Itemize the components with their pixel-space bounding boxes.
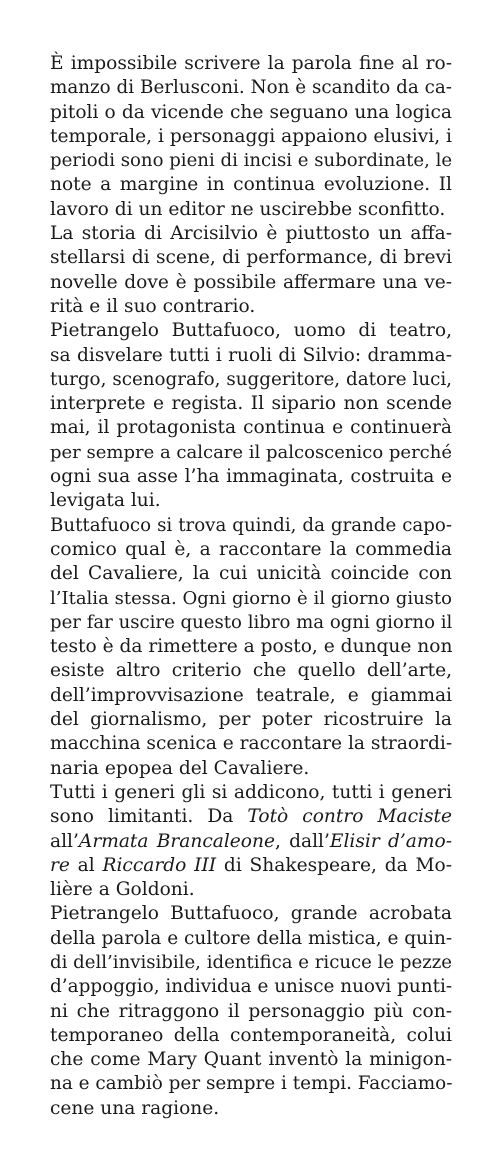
- italic-title: re: [50, 854, 70, 876]
- text-segment: temporaneo della contemporaneità, colui: [50, 1024, 452, 1046]
- text-segment: del giornalismo, per poter ricostruire la: [50, 709, 452, 731]
- text-line: [50, 878, 452, 902]
- text-segment: lière a Goldoni.: [50, 879, 195, 901]
- text-line: [50, 732, 452, 756]
- text-line: [50, 246, 452, 270]
- text-line: [50, 271, 452, 295]
- italic-title: Totò contro Maciste: [247, 806, 453, 828]
- text-line: [50, 854, 452, 878]
- text-line: [50, 489, 452, 513]
- text-segment: La storia di Arcisilvio è piuttosto un affa-: [50, 223, 452, 245]
- text-segment: novelle dove è possibile affermare una ve-: [50, 271, 452, 293]
- text-line: [50, 319, 452, 343]
- text-segment: del Cavaliere, la cui unicità coincide con: [50, 563, 452, 585]
- text-segment: turgo, scenografo, suggeritore, datore luci,: [50, 368, 452, 390]
- text-segment: manzo di Berlusconi. Non è scandito da ca-: [50, 77, 452, 99]
- text-segment: sono limitanti. Da: [50, 806, 248, 828]
- text-segment: Pietrangelo Buttafuoco, grande acrobata: [50, 903, 452, 925]
- italic-title: Elisir d’amo-: [329, 830, 452, 852]
- text-line: [50, 1024, 452, 1048]
- text-line: [50, 441, 452, 465]
- text-line: [50, 295, 452, 319]
- paragraph: [50, 222, 452, 319]
- text-segment: interprete e regista. Il sipario non scende: [50, 393, 452, 415]
- text-line: [50, 416, 452, 440]
- text-line: [50, 1048, 452, 1072]
- text-line: [50, 635, 452, 659]
- text-line: [50, 562, 452, 586]
- text-line: [50, 902, 452, 926]
- text-segment: naria epopea del Cavaliere.: [50, 757, 310, 779]
- text-line: [50, 76, 452, 100]
- paragraph: [50, 514, 452, 781]
- text-segment: per sempre a calcare il palcoscenico perché: [50, 441, 453, 463]
- text-segment: macchina scenica e raccontare la straordi-: [50, 733, 453, 755]
- text-line: [50, 1072, 452, 1096]
- text-line: [50, 392, 452, 416]
- text-line: [50, 611, 452, 635]
- text-segment: periodi sono pieni di incisi e subordinate, le: [50, 150, 453, 172]
- text-segment: di dell’invisibile, identifica e ricuce le pezze: [50, 951, 452, 973]
- text-line: [50, 587, 452, 611]
- text-line: [50, 1000, 452, 1024]
- text-segment: dell’improvvisazione teatrale, e giammai: [50, 684, 452, 706]
- text-line: [50, 781, 452, 805]
- text-line: [50, 149, 452, 173]
- text-segment: al: [69, 854, 103, 876]
- text-segment: comico qual è, a raccontare la commedia: [50, 538, 452, 560]
- text-line: [50, 125, 452, 149]
- text-line: [50, 538, 452, 562]
- text-segment: che come Mary Quant inventò la minigon-: [50, 1049, 452, 1071]
- text-segment: testo è da rimettere a posto, e dunque non: [50, 636, 453, 658]
- italic-title: Riccardo III: [102, 854, 217, 876]
- text-line: [50, 173, 452, 197]
- text-line: [50, 222, 452, 246]
- text-segment: , dall’: [274, 830, 330, 852]
- text-segment: È impossibile scrivere la parola fine al ro-: [50, 53, 452, 74]
- paragraph: [50, 319, 452, 513]
- text-segment: pitoli o da vicende che seguano una logica: [50, 101, 452, 123]
- text-segment: all’: [50, 830, 79, 852]
- text-line: [50, 830, 452, 854]
- text-line: [50, 708, 452, 732]
- text-segment: della parola e cultore della mistica, e quin-: [50, 927, 453, 949]
- text-segment: na e cambiò per sempre i tempi. Facciamo-: [50, 1073, 453, 1095]
- text-segment: Tutti i generi gli si addicono, tutti i generi: [50, 781, 452, 803]
- text-segment: lavoro di un editor ne uscirebbe sconfitto.: [50, 198, 446, 220]
- text-line: [50, 805, 452, 829]
- text-line: [50, 368, 452, 392]
- text-segment: l’Italia stessa. Ogni giorno è il giorno giusto: [50, 587, 452, 609]
- text-line: [50, 101, 452, 125]
- text-segment: ogni sua asse l’ha immaginata, costruita e: [50, 466, 452, 488]
- text-segment: per far uscire questo libro ma ogni giorno il: [50, 611, 453, 633]
- text-segment: rità e il suo contrario.: [50, 295, 256, 317]
- text-segment: Buttafuoco si trova quindi, da grande capo-: [50, 514, 452, 536]
- text-segment: sa disvelare tutti i ruoli di Silvio: dramma-: [50, 344, 452, 366]
- paragraph: [50, 52, 452, 222]
- text-segment: Pietrangelo Buttafuoco, uomo di teatro,: [50, 320, 452, 342]
- text-line: [50, 951, 452, 975]
- book-text-page: [50, 52, 452, 1121]
- text-segment: levigata lui.: [50, 490, 161, 512]
- text-segment: stellarsi di scene, di performance, di brevi: [50, 247, 452, 269]
- text-segment: ni che ritraggono il personaggio più con-: [50, 1000, 452, 1022]
- text-segment: mai, il protagonista continua e continuerà: [50, 417, 452, 439]
- text-line: [50, 659, 452, 683]
- text-line: [50, 465, 452, 489]
- paragraph: [50, 781, 452, 902]
- text-line: [50, 1097, 452, 1121]
- text-line: [50, 927, 452, 951]
- text-line: [50, 684, 452, 708]
- text-segment: cene una ragione.: [50, 1097, 220, 1119]
- text-line: [50, 344, 452, 368]
- text-segment: esiste altro criterio che quello dell’arte,: [50, 660, 452, 682]
- text-line: [50, 514, 452, 538]
- italic-title: Armata Brancaleone: [78, 830, 275, 852]
- text-segment: di Shakespeare, da Mo-: [216, 854, 452, 876]
- text-line: [50, 198, 452, 222]
- text-segment: note a margine in continua evoluzione. Il: [50, 174, 452, 196]
- text-segment: temporale, i personaggi appaiono elusivi, i: [50, 125, 452, 147]
- text-segment: d’appoggio, individua e unisce nuovi punti-: [50, 976, 453, 998]
- text-line: [50, 975, 452, 999]
- paragraph: [50, 902, 452, 1121]
- text-line: [50, 52, 452, 76]
- text-line: [50, 757, 452, 781]
